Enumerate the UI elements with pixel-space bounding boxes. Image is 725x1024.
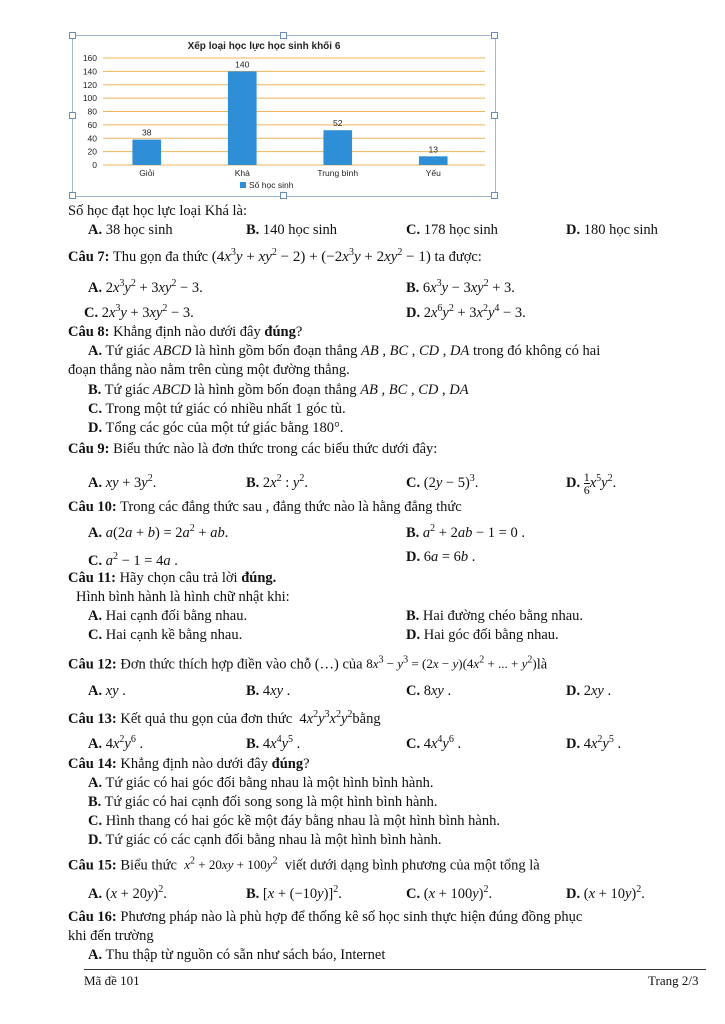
- q14-option-d: D. Tứ giác có các cạnh đối bằng nhau là một hình bình hành.: [88, 832, 442, 848]
- resize-handle-bm[interactable]: [280, 192, 287, 199]
- q11-sub: Hình bình hành là hình chữ nhật khi:: [76, 589, 290, 605]
- y-tick-label: 0: [92, 160, 97, 170]
- y-tick-label: 160: [82, 53, 97, 63]
- q10-option-b: B. $a^2 + 2ab - 1 = 0$ .: [406, 523, 525, 541]
- q13-option-d: D. $4x^2y^5$ .: [566, 734, 622, 752]
- x-tick-label: Khá: [234, 168, 250, 178]
- q15-option-d: D. $(x + 10y)^2$.: [566, 884, 645, 902]
- q10-option-d: D. 6a = 6b .: [406, 549, 476, 565]
- bar-2: [323, 130, 352, 165]
- q13-stem: Câu 13: Kết quả thu gọn của đơn thức $4x^2y^3x^2y^2bằng$: [68, 709, 381, 727]
- resize-handle-bl[interactable]: [69, 192, 76, 199]
- chart-frame[interactable]: [72, 35, 496, 197]
- q8-option-d: D. Tổng các góc của một tứ giác bằng 180°.: [88, 420, 344, 436]
- y-tick-label: 100: [82, 93, 97, 104]
- q8-stem: Câu 8: Khẳng định nào dưới đây đúng?: [68, 324, 303, 340]
- q10-option-c: C. $a^2 - 1 = 4a$ .: [88, 551, 178, 569]
- q9-option-a: A. xy + $3y^2$.: [88, 473, 157, 491]
- q16-stem: Câu 16: Phương pháp nào là phù hợp để thống kê số học sinh thực hiện đúng đồng phục: [68, 909, 583, 925]
- q13-option-a: A. $4x^2y^6$ .: [88, 734, 144, 752]
- legend-swatch: [240, 182, 246, 188]
- q10-option-a: A. $a(2a + b) = 2a^2$ + ab.: [88, 523, 229, 541]
- q6-option-c: C. 178 học sinh: [406, 222, 498, 238]
- q11-option-c: C. Hai cạnh kề bằng nhau.: [88, 627, 243, 643]
- q14-option-a: A. Tứ giác có hai góc đối bằng nhau là một hình bình hành.: [88, 775, 434, 791]
- resize-handle-tm[interactable]: [280, 32, 287, 39]
- q12-expression: $8x^3 - y^3 = (2x - y)(4x^2$ + ... + $y^2$): [366, 655, 537, 672]
- bar-1: [228, 71, 257, 165]
- q11-option-d: D. Hai góc đối bằng nhau.: [406, 627, 559, 643]
- q12-option-c: C. 8xy .: [406, 683, 452, 699]
- q12-option-d: D. 2xy .: [566, 683, 612, 699]
- data-label: 13: [428, 144, 438, 155]
- q7-stem: Câu 7: Thu gọn đa thức $(4x^3y + xy^2 - 2) + (-2x^3y + 2xy^2 - 1)$ ta được:: [68, 247, 482, 265]
- q16-option-a: A. Thu thập từ nguồn có sẵn như sách báo, Internet: [88, 947, 386, 963]
- q9-option-c: C. $(2y - 5)^3$.: [406, 473, 479, 491]
- q11-stem: Câu 11: Hãy chọn câu trả lời đúng.: [68, 570, 277, 586]
- page-number: Trang 2/3: [648, 973, 699, 988]
- footer-rule: [84, 969, 706, 970]
- data-label: 52: [333, 118, 343, 129]
- y-tick-label: 60: [87, 119, 97, 130]
- q8-option-a-cont: đoạn thẳng nào nằm trên cùng một đường thẳng.: [68, 362, 350, 378]
- q7-option-a: A. $2x^3y^2 + 3xy^2 - 3$.: [88, 278, 203, 296]
- resize-handle-br[interactable]: [491, 192, 498, 199]
- q13-option-c: C. $4x^4y^6$ .: [406, 734, 462, 752]
- q16-stem-cont: khi đến trường: [68, 928, 154, 944]
- resize-handle-mr[interactable]: [491, 112, 498, 119]
- q6-option-b: B. 140 học sinh: [246, 222, 338, 238]
- q11-option-b: B. Hai đường chéo bằng nhau.: [406, 608, 584, 624]
- y-tick-label: 40: [87, 133, 97, 144]
- q14-option-b: B. Tứ giác có hai cạnh đối song song là một hình bình hành.: [88, 794, 438, 810]
- y-tick-label: 20: [87, 146, 97, 157]
- q14-option-c: C. Hình thang có hai góc kề một đáy bằng nhau là một hình bình hành.: [88, 813, 500, 829]
- resize-handle-ml[interactable]: [69, 112, 76, 119]
- legend-label: Số học sinh: [249, 180, 294, 190]
- q11-option-a: A. Hai cạnh đối bằng nhau.: [88, 608, 248, 624]
- bar-chart: [73, 36, 495, 196]
- q8-option-b: B. Tứ giác ABCD là hình gồm bốn đoạn thẳng AB , BC , CD , DA: [88, 382, 469, 398]
- x-tick-label: Yếu: [425, 168, 441, 178]
- q15-option-a: A. $(x + 20y)^2$.: [88, 884, 167, 902]
- chart-title: Xếp loại học lực học sinh khối 6: [187, 41, 341, 52]
- q10-stem: Câu 10: Trong các đẳng thức sau , đẳng thức nào là hằng đẳng thức: [68, 499, 462, 515]
- q15-option-c: C. $(x + 100y)^2$.: [406, 884, 493, 902]
- q12-option-a: A. xy .: [88, 683, 126, 699]
- q9-option-d: D. $\frac{1}{6}$ $x^5y^2$.: [566, 470, 617, 497]
- q7-option-b: B. $6x^3y - 3xy^2 + 3$.: [406, 278, 515, 296]
- bar-3: [419, 156, 448, 165]
- resize-handle-tl[interactable]: [69, 32, 76, 39]
- q6-stem: Số học đạt học lực loại Khá là:: [68, 203, 247, 219]
- bar-0: [132, 140, 161, 165]
- q9-option-b: B. $2x^2$ : $y^2$.: [246, 473, 308, 491]
- q14-stem: Câu 14: Khẳng định nào dưới đây đúng?: [68, 756, 310, 772]
- exam-code: Mã đề 101: [84, 973, 140, 988]
- x-tick-label: Trung bình: [317, 168, 359, 178]
- q6-option-a: A. 38 học sinh: [88, 222, 173, 238]
- q15-option-b: B. $[x + (-10y)]^2$.: [246, 884, 342, 902]
- q8-option-c: C. Trong một tứ giác có nhiều nhất 1 góc tù.: [88, 401, 346, 417]
- q15-stem: Câu 15: Biểu thức $x^2 + 20xy + 100y^2$ viết dưới dạng bình phương của một tổng là: [68, 856, 540, 874]
- q12-option-b: B. 4xy .: [246, 683, 291, 699]
- resize-handle-tr[interactable]: [491, 32, 498, 39]
- y-tick-label: 140: [82, 66, 97, 77]
- q7-expression: $(4x^3y + xy^2 - 2) + (-2x^3y + 2xy^2 - 1)$: [211, 247, 431, 265]
- y-tick-label: 80: [87, 106, 97, 117]
- y-tick-label: 120: [82, 79, 97, 90]
- q13-option-b: B. $4x^4y^5$ .: [246, 734, 301, 752]
- data-label: 140: [235, 59, 250, 70]
- q9-stem: Câu 9: Biểu thức nào là đơn thức trong các biểu thức dưới đây:: [68, 441, 438, 457]
- q12-stem: Câu 12: Đơn thức thích hợp điền vào chỗ (…) của $8x^3 - y^3 = (2x - y)(4x^2$ + ... + $y^2)là$: [68, 655, 548, 673]
- data-label: 38: [142, 127, 152, 138]
- q8-option-a: A. Tứ giác ABCD là hình gồm bốn đoạn thẳng AB , BC , CD , DA trong đó không có hai: [88, 343, 601, 359]
- q6-option-d: D. 180 học sinh: [566, 222, 658, 238]
- x-tick-label: Giỏi: [139, 168, 155, 178]
- q7-option-c: C. $2x^3y + 3xy^2 - 3$.: [84, 303, 194, 321]
- q7-option-d: D. $2x^6y^2 + 3x^2y^4 - 3$.: [406, 303, 526, 321]
